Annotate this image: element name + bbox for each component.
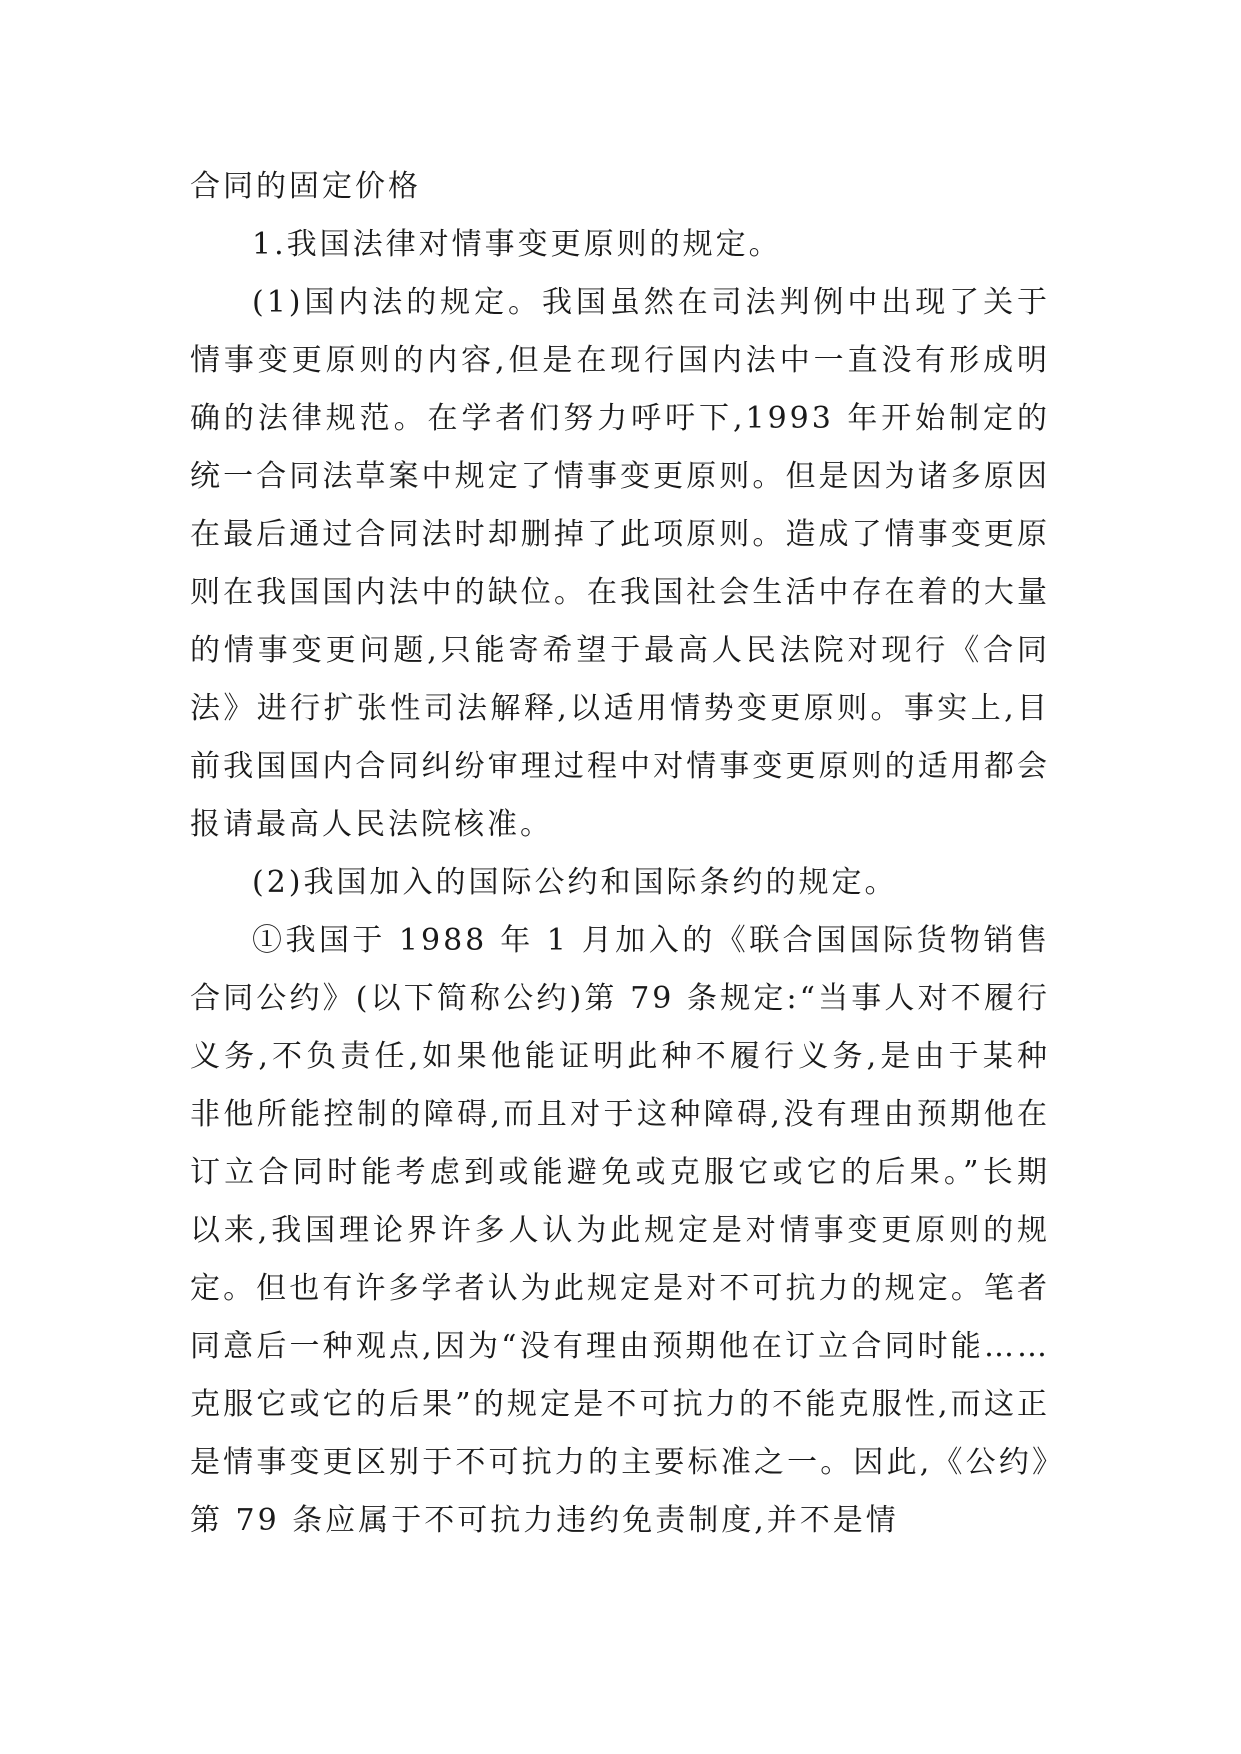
paragraph-continuation: 合同的固定价格 (190, 169, 421, 204)
paragraph-international-heading: (2)我国加入的国际公约和国际条约的规定。 (252, 865, 898, 900)
document-body (190, 158, 1050, 1550)
paragraph-section-heading: 1.我国法律对情事变更原则的规定。 (252, 227, 782, 262)
paragraph-domestic-law: (1)国内法的规定。我国虽然在司法判例中出现了关于情事变更原则的内容,但是在现行国内法中一直没有形成明确的法律规范。在学者们努力呼吁下,1993 年开始制定的统一合同法草案中规定了情事变更原则。但是因为诸多原因在最后通过合同法时却删掉了此项原则。造成了情事变更原则在我国国内法中的缺位。在我国社会生活中存在着的大量的情事变更问题,只能寄希望于最高人民法院对现行《合同法》进行扩张性司法解释,以适用情势变更原则。事实上,目前我国国内合同纠纷审理过程中对情事变更原则的适用都会报请最高人民法院核准。 (190, 285, 1050, 842)
paragraph-convention: ①我国于 1988 年 1 月加入的《联合国国际货物销售合同公约》(以下简称公约)第 79 条规定:“当事人对不履行义务,不负责任,如果他能证明此种不履行义务,是由于某种非他所能控制的障碍,而且对于这种障碍,没有理由预期他在订立合同时能考虑到或能避免或克服它或它的后果。”长期以来,我国理论界许多人认为此规定是对情事变更原则的规定。但也有许多学者认为此规定是对不可抗力的规定。笔者同意后一种观点,因为“没有理由预期他在订立合同时能……克服它或它的后果”的规定是不可抗力的不能克服性,而这正是情事变更区别于不可抗力的主要标准之一。因此,《公约》第 79 条应属于不可抗力违约免责制度,并不是情 (190, 923, 1050, 1538)
